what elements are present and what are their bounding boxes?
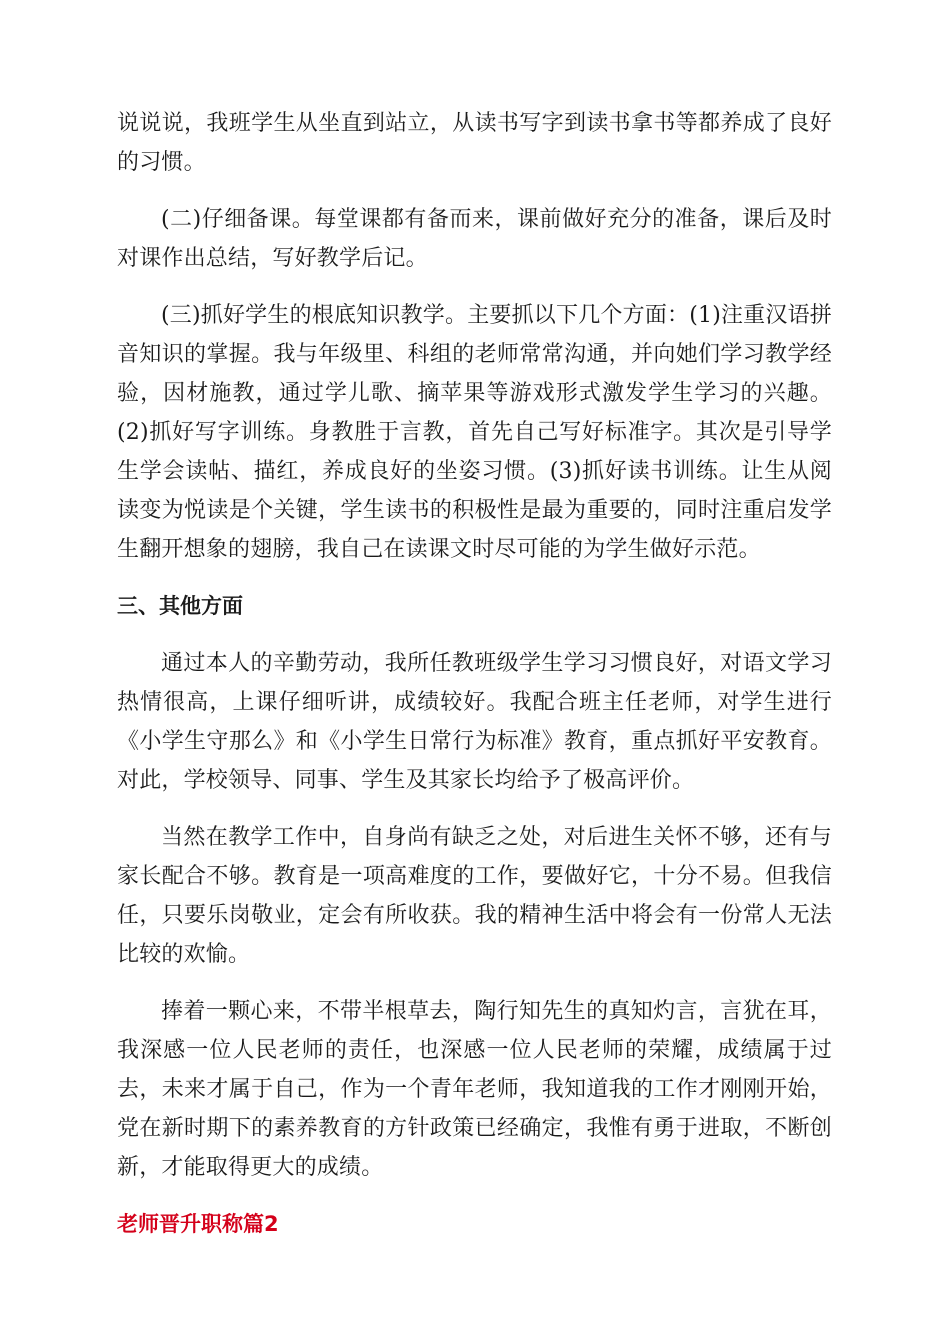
paragraph-6: 捧着一颗心来，不带半根草去，陶行知先生的真知灼言，言犹在耳，我深感一位人民老师的责任，也深感一位人民老师的荣耀，成绩属于过去，未来才属于自己，作为一个青年老师，我知道我的工作才刚刚开始，党在新时期下的素养教育的方针政策已经确定，我惟有勇于进取，不断创新，才能取得更大的成绩。 [117, 999, 832, 1180]
paragraph-4: 通过本人的辛勤劳动，我所任教班级学生学习习惯良好，对语文学习热情很高，上课仔细听讲，成绩较好。我配合班主任老师，对学生进行《小学生守那么》和《小学生日常行为标准》教育，重点抓好平安教育。对此，学校领导、同事、学生及其家长均给予了极高评价。 [117, 651, 832, 793]
section-title-part-2: 老师晋升职称篇2 [117, 1212, 279, 1236]
paragraph-5: 当然在教学工作中，自身尚有缺乏之处，对后进生关怀不够，还有与家长配合不够。教育是一项高难度的工作，要做好它，十分不易。但我信任，只要乐岗敬业，定会有所收获。我的精神生活中将会有一份常人无法比较的欢愉。 [117, 825, 832, 967]
paragraph-1: 说说说，我班学生从坐直到站立，从读书写字到读书拿书等都养成了良好的习惯。 [117, 111, 832, 175]
section-heading-other-aspects: 三、其他方面 [117, 594, 243, 618]
paragraph-3: (三)抓好学生的根底知识教学。主要抓以下几个方面：(1)注重汉语拼音知识的掌握。我与年级里、科组的老师常常沟通，并向她们学习教学经验，因材施教，通过学儿歌、摘苹果等游戏形式激发学生学习的兴趣。(2)抓好写字训练。身教胜于言教，首先自己写好标准字。其次是引导学生学会读帖、描红，养成良好的坐姿习惯。(3)抓好读书训练。让生从阅读变为悦读是个关键，学生读书的积极性是最为重要的，同时注重启发学生翻开想象的翅膀，我自己在读课文时尽可能的为学生做好示范。 [117, 303, 832, 562]
paragraph-2: (二)仔细备课。每堂课都有备而来，课前做好充分的准备，课后及时对课作出总结，写好教学后记。 [117, 207, 832, 271]
